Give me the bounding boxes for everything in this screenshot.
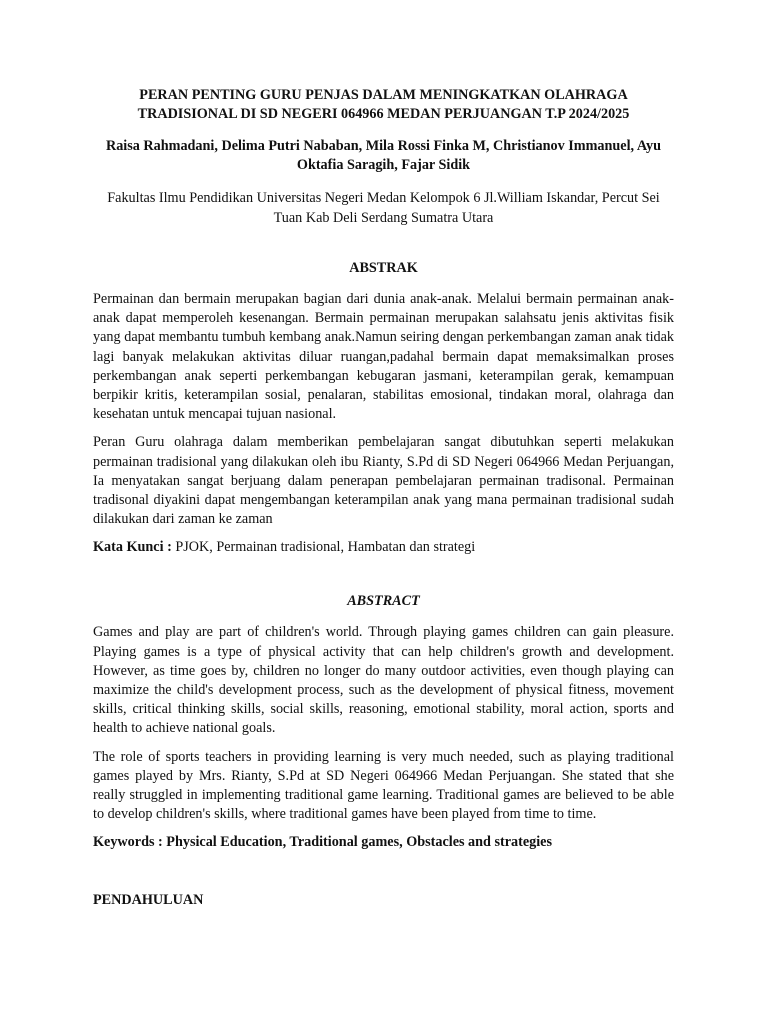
affiliation: Fakultas Ilmu Pendidikan Universitas Negeri Medan Kelompok 6 Jl.William Iskandar, Percut Sei Tuan Kab Deli Serdang Sumatra Utara <box>107 190 660 226</box>
abstrak-keywords <box>93 538 674 557</box>
abstrak-paragraph-1: Permainan dan bermain merupakan bagian dari dunia anak-anak. Melalui bermain permainan anak-anak dapat memperoleh kesenangan. Bermain permainan merupakan salahsatu jenis aktivitas fisik yang dapat membantu tumbuh kembang anak.Namun seiring dengan perkembangan zaman anak tidak lagi banyak melakukan aktivitas diluar ruangan,padahal bermain dapat memaksimalkan proses perkembangan anak seperti perkembangan kebugaran jasmani, keterampilan gerak, kemampuan berpikir kritis, keterampilan sosial, penalaran, stabilitas emosional, tindakan moral, olahraga dan kesehatan untuk mencapai tujuan nasional. <box>93 291 674 423</box>
abstrak-heading: ABSTRAK <box>349 260 418 276</box>
author-list: Raisa Rahmadani, Delima Putri Nababan, Mila Rossi Finka M, Christianov Immanuel, Ayu Oktafia Saragih, Fajar Sidik <box>105 138 662 173</box>
abstract-paragraph-2: The role of sports teachers in providing learning is very much needed, such as playing traditional games played by Mrs. Rianty, S.Pd at SD Negeri 064966 Medan Perjuangan. She stated that she really struggled in implementing traditional game learning. Traditional games are believed to be able to develop children's skills, where traditional games have been played from time to time. <box>93 748 674 823</box>
paper-page <box>93 86 674 910</box>
abstract-heading: ABSTRACT <box>347 593 420 610</box>
abstract-paragraph-1: Games and play are part of children's world. Through playing games children can gain pleasure. Playing games is a type of physical activity that can help children's growth and development. However, as time goes by, children no longer do many outdoor activities, even though playing can maximize the child's development process, such as the development of physical fitness, movement skills, critical thinking skills, social skills, reasoning, emotional stability, moral action, sports and health to achieve national goals. <box>93 624 674 737</box>
paper-title: PERAN PENTING GURU PENJAS DALAM MENINGKATKAN OLAHRAGA TRADISIONAL DI SD NEGERI 064966 MEDAN PERJUANGAN T.P 2024/2025 <box>137 87 630 122</box>
abstrak-paragraph-2: Peran Guru olahraga dalam memberikan pembelajaran sangat dibutuhkan seperti melakukan permainan tradisional yang dilakukan oleh ibu Rianty, S.Pd di SD Negeri 064966 Medan Perjuangan, Ia menyatakan sangat berjuang dalam penerapan pembelajaran permainan tradisonal. Permainan tradisonal diyakini dapat mengembangan keterampilan anak yang mana permainan tradisional sudah dilakukan dari zaman ke zaman <box>93 434 674 528</box>
abstrak-keywords-label: Kata Kunci : <box>93 539 172 556</box>
introduction-heading: PENDAHULUAN <box>93 892 204 909</box>
abstract-keywords: Keywords : Physical Education, Traditional games, Obstacles and strategies <box>93 834 552 851</box>
abstrak-keywords-value: PJOK, Permainan tradisional, Hambatan dan strategi <box>171 539 476 556</box>
